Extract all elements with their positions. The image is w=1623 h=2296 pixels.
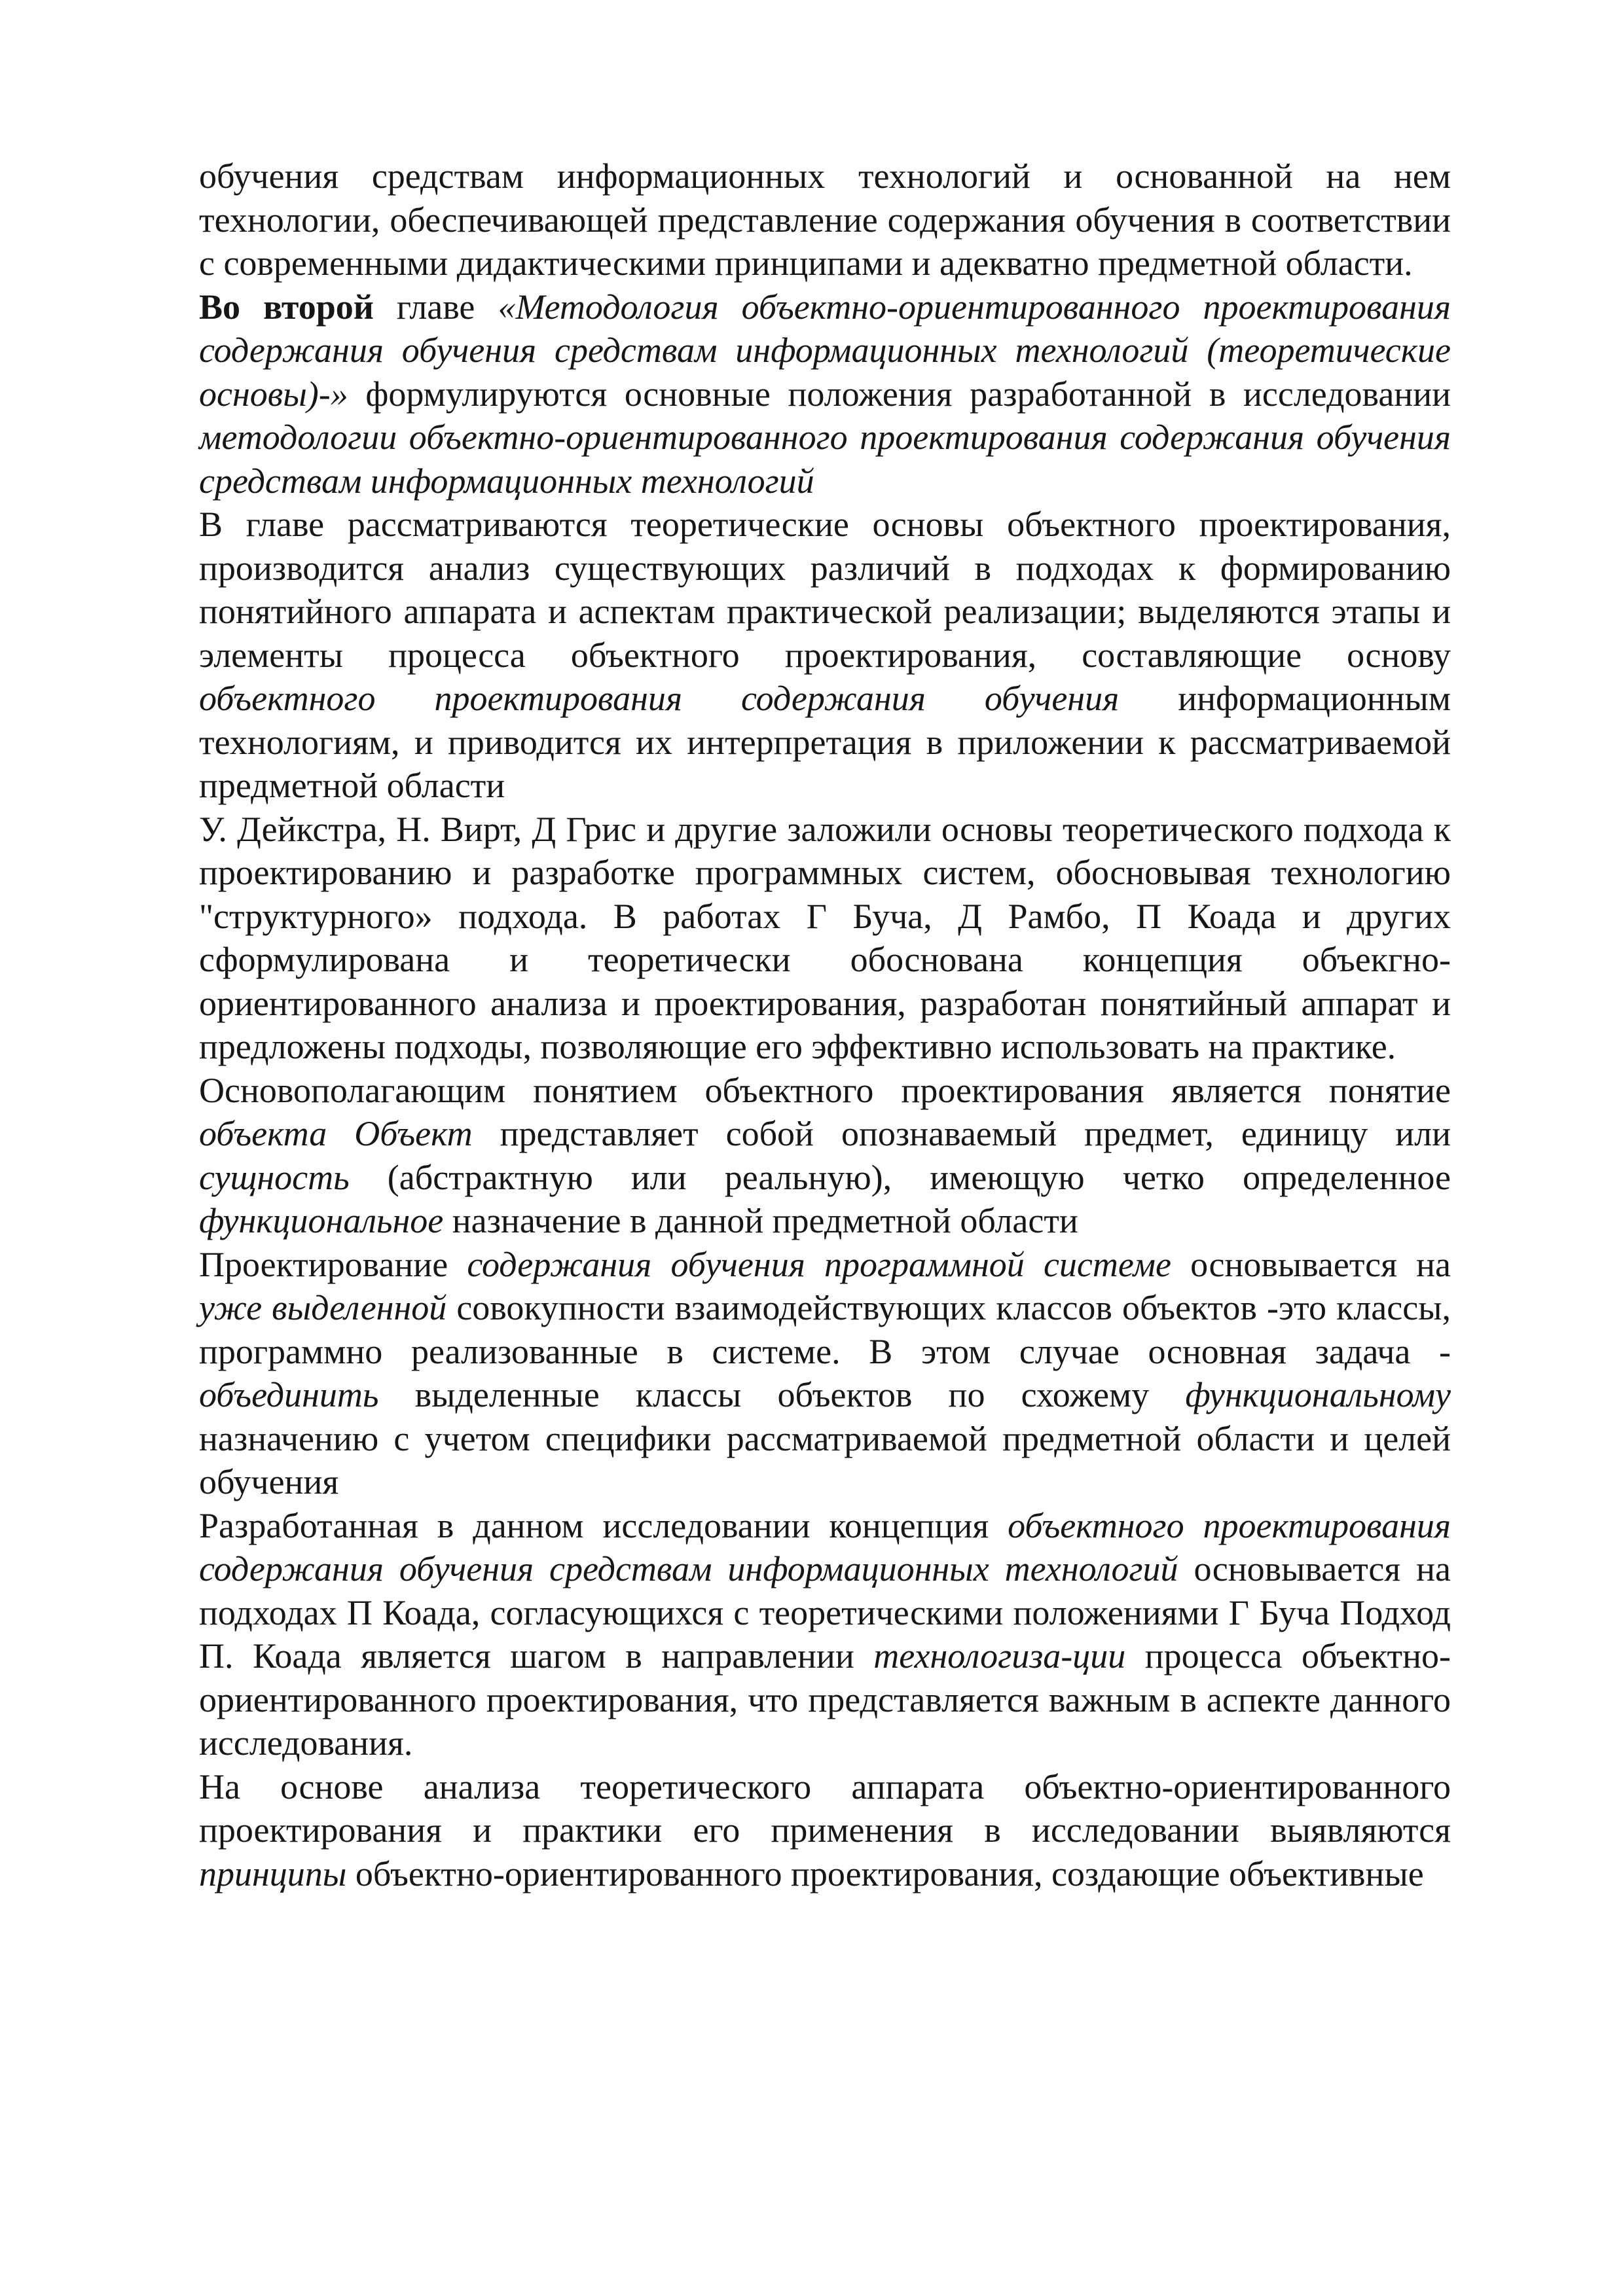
italic-term: объединить bbox=[199, 1375, 379, 1414]
paragraph-3 bbox=[199, 503, 1451, 808]
paragraph-text: назначение в данной предметной области bbox=[443, 1201, 1078, 1240]
paragraph-text: В главе рассматриваются теоретические основы объектного проектирования, производится анализ существующих различий в подходах к формированию понятийного аппарата и аспектам практической реализации; выделяются этапы и элементы процесса объектного проектирования, составляющие основу bbox=[199, 505, 1451, 675]
paragraph-text: основывается на подходах П Коада, согласующихся с теоретическими положениями Г Буча Подход П. Коада является шагом в направлении bbox=[199, 1549, 1451, 1676]
italic-term: функциональное bbox=[199, 1201, 444, 1240]
paragraph-text: У. Дейкстра, Н. Вирт, Д Грис и другие заложили основы теоретического подхода к проектированию и разработке программных систем, обосновывая технологию "структурного» подхода. В работах Г Буча, Д Рамбо, П Коада и других сформулирована и теоретически обоснована концепция объекгно-ориентированного анализа и проектирования, разработан понятийный аппарат и предложены подходы, позволяющие его эффективно использовать на практике. bbox=[199, 809, 1451, 1066]
paragraph-8 bbox=[199, 1765, 1451, 1896]
paragraph-text: Разработанная в данном исследовании концепция bbox=[199, 1505, 1008, 1545]
bold-lead: Во второй bbox=[199, 287, 374, 327]
chapter-title-italic: «Методология объектно-ориентированного проектирования содержания обучения средствам информационных технологий (теоретические основы)-» bbox=[199, 287, 1451, 414]
paragraph-6 bbox=[199, 1243, 1451, 1504]
paragraph-text: формулируются основные положения разработанной в исследовании bbox=[348, 374, 1451, 414]
paragraph-5 bbox=[199, 1069, 1451, 1243]
paragraph-1 bbox=[199, 154, 1451, 285]
paragraph-2 bbox=[199, 285, 1451, 503]
italic-term: сущность bbox=[199, 1157, 350, 1197]
document-page bbox=[199, 154, 1451, 1895]
italic-term: объекта Объект bbox=[199, 1114, 473, 1153]
paragraph-text: выделенные классы объектов по схожему bbox=[378, 1375, 1186, 1414]
paragraph-text: обучения средствам информационных технологий и основанной на нем технологии, обеспечивающей представление содержания обучения в соответствии с современными дидактическими принципами и адекватно предметной области. bbox=[199, 156, 1451, 283]
paragraph-text: (абстрактную или реальную), имеющую четко определенное bbox=[349, 1157, 1451, 1197]
italic-term: объектного проектирования содержания обучения средствам информационных технологий bbox=[199, 1505, 1451, 1588]
paragraph-text: Проектирование bbox=[199, 1244, 467, 1284]
paragraph-text: основывается на bbox=[1171, 1244, 1451, 1284]
italic-term: методологии объектно-ориентированного проектирования содержания обучения средствам информационных технологий bbox=[199, 418, 1451, 501]
italic-term: функциональному bbox=[1185, 1375, 1451, 1414]
italic-term: принципы bbox=[199, 1854, 347, 1893]
paragraph-text: совокупности взаимодействующих классов объектов -это классы, программно реализованные в системе. В этом случае основная задача - bbox=[199, 1288, 1451, 1371]
paragraph-4 bbox=[199, 808, 1451, 1069]
italic-term: уже выделенной bbox=[199, 1288, 447, 1327]
paragraph-text: процесса объектно-ориентированного проектирования, что представляется важным в аспекте данного исследования. bbox=[199, 1636, 1451, 1763]
italic-term: содержания обучения программной системе bbox=[467, 1244, 1171, 1284]
paragraph-text: объектно-ориентированного проектирования, создающие объективные bbox=[346, 1854, 1424, 1893]
paragraph-text: Основополагающим понятием объектного проектирования является понятие bbox=[199, 1070, 1451, 1110]
paragraph-text: На основе анализа теоретического аппарата объектно-ориентированного проектирования и практики его применения в исследовании выявляются bbox=[199, 1767, 1451, 1850]
paragraph-text: главе bbox=[373, 287, 498, 327]
paragraph-text: назначению с учетом специфики рассматриваемой предметной области и целей обучения bbox=[199, 1418, 1451, 1501]
paragraph-text: информационным технологиям, и приводится их интерпретация в приложении к рассматриваемой предметной области bbox=[199, 679, 1451, 805]
italic-term: объектного проектирования содержания обучения bbox=[199, 679, 1120, 718]
paragraph-text: представляет собой опознаваемый предмет, единицу или bbox=[472, 1114, 1451, 1153]
italic-term: технологиза-ции bbox=[873, 1636, 1126, 1676]
paragraph-7 bbox=[199, 1504, 1451, 1765]
